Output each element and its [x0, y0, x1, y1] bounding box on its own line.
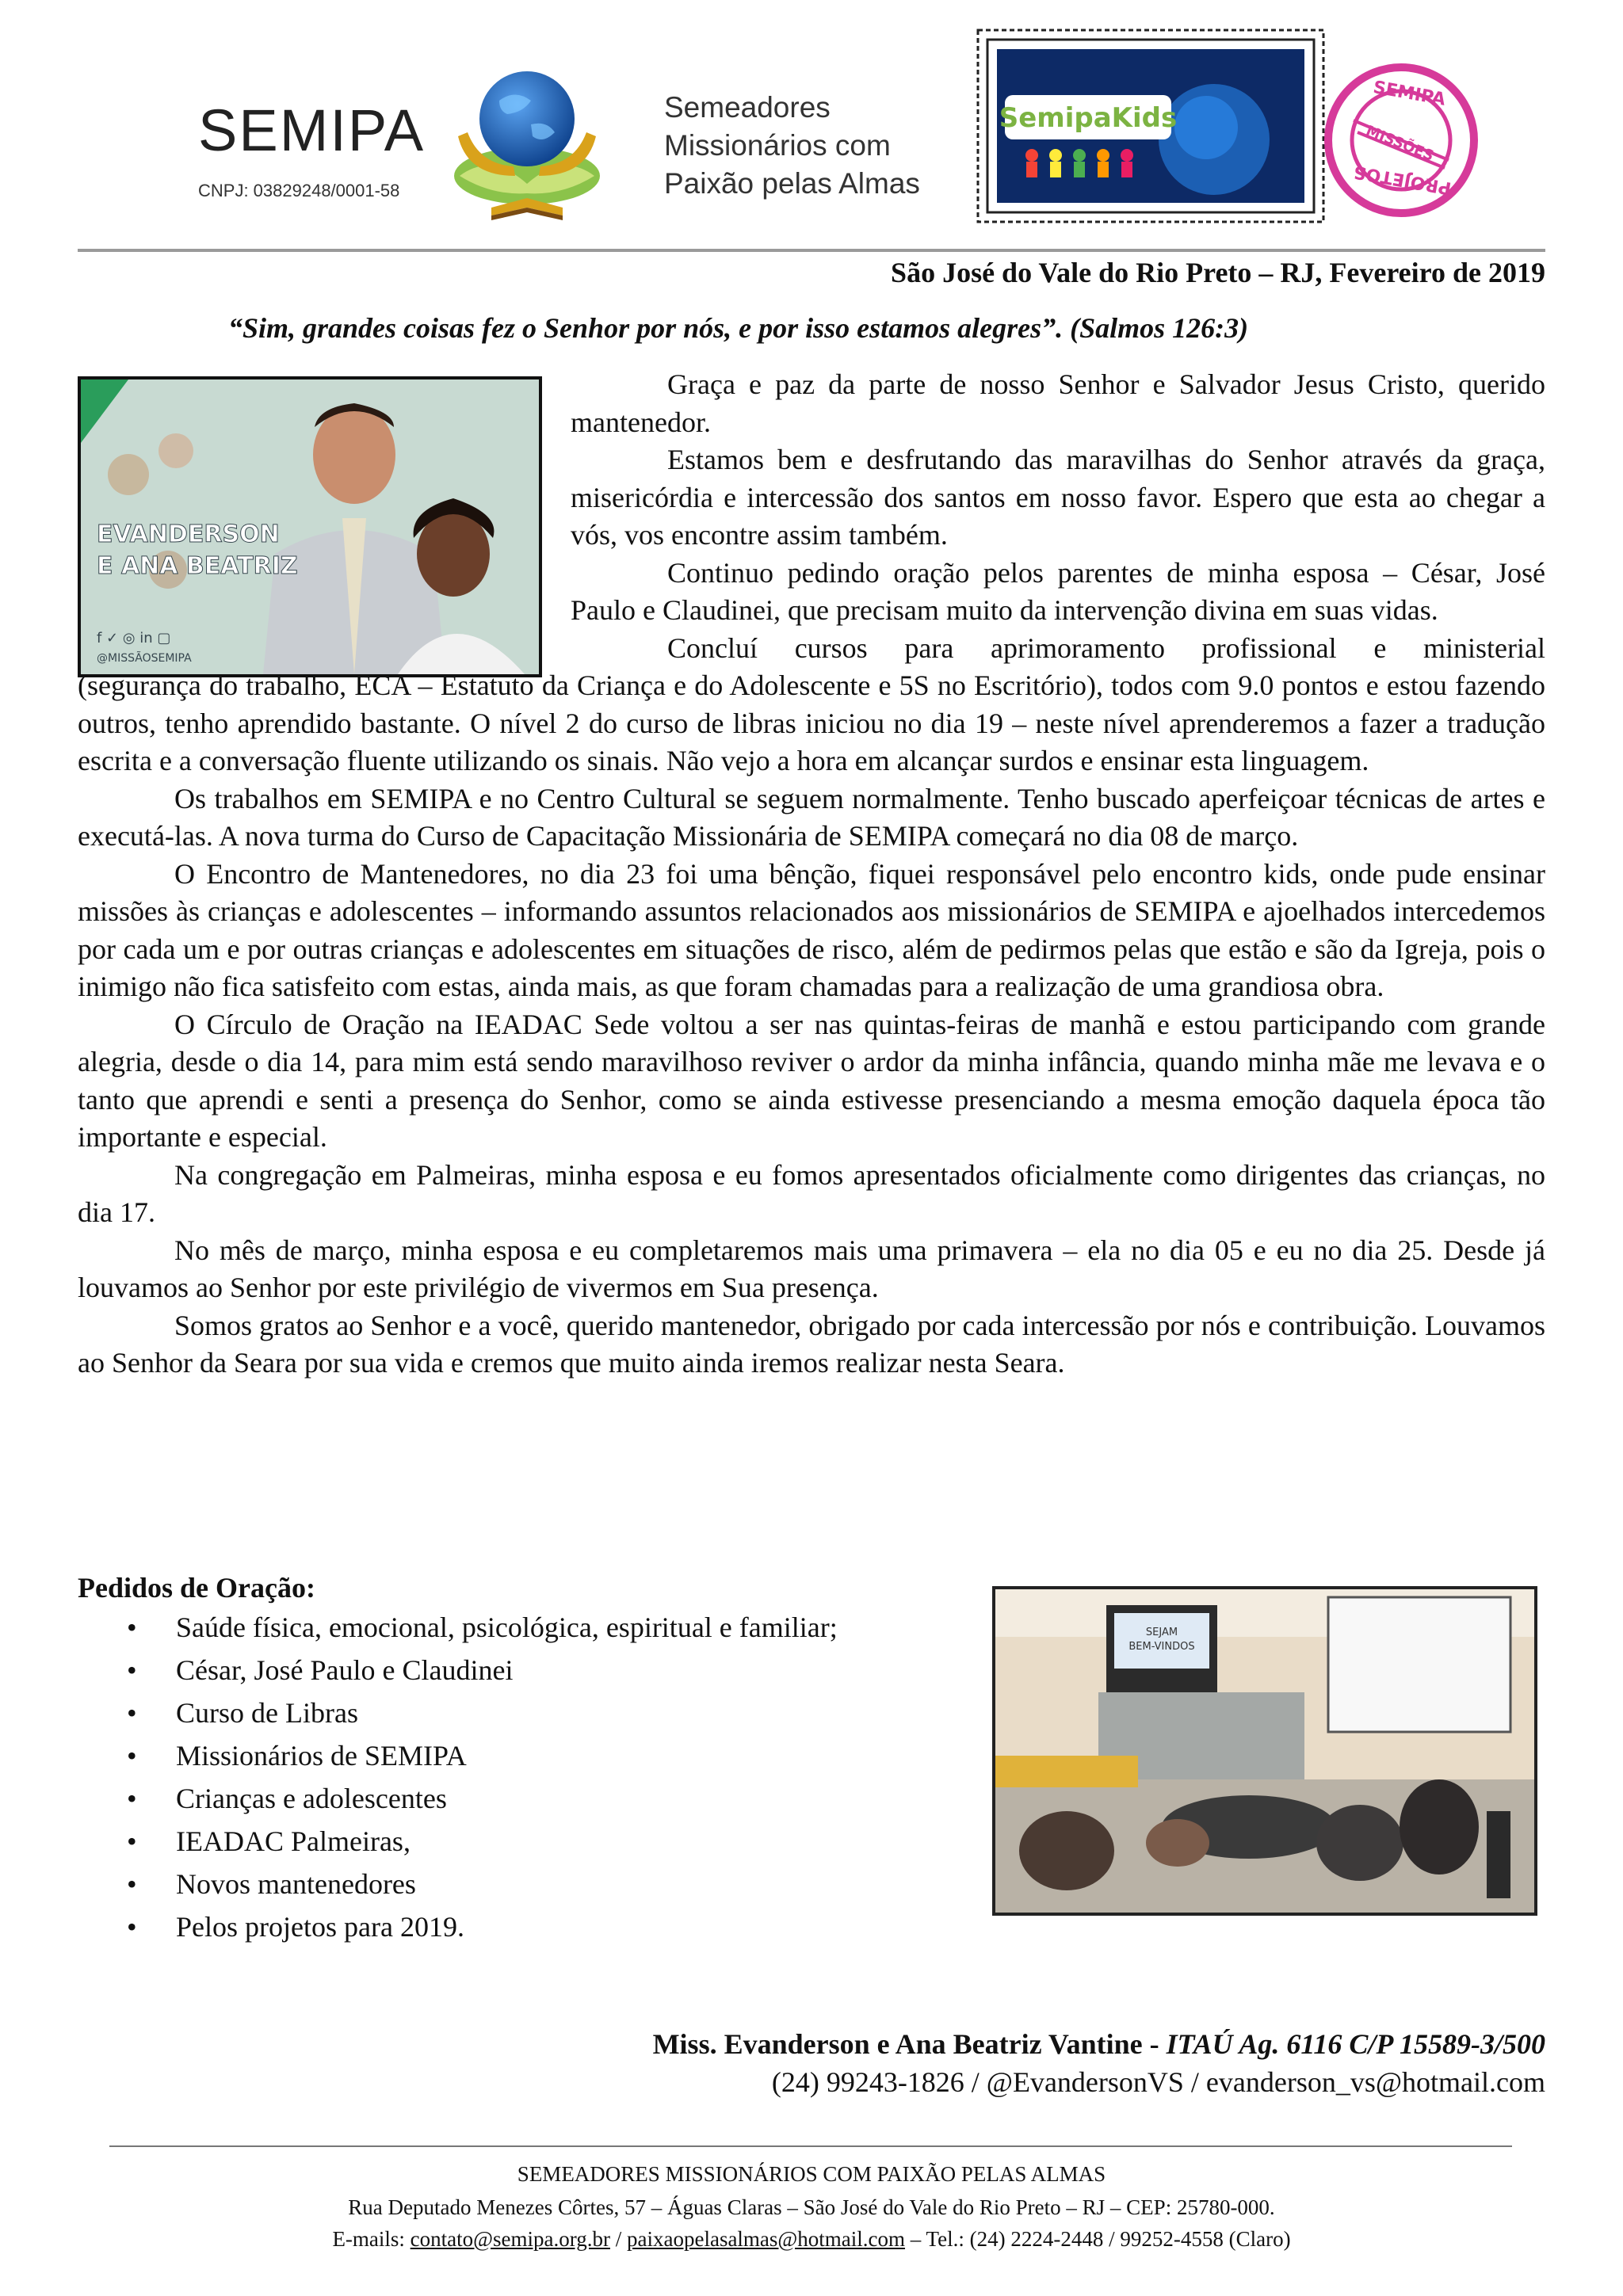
prayer-item: • Novos mantenedores — [78, 1867, 949, 1909]
photo-caption-text: EVANDERSON — [97, 521, 280, 548]
letter-paragraph: Graça e paz da parte de nosso Senhor e Salvador Jesus Cristo, querido mantenedor. — [571, 368, 1545, 438]
header-divider — [78, 249, 1545, 252]
missions-seal-icon — [1322, 57, 1480, 223]
letter-paragraph: Somos gratos ao Senhor e a você, querido mantenedor, obrigado por cada intercessão por nós e contribuição. Louvamos ao Senhor da Seara por sua vida e cremos que muito ainda iremos realizar nesta Seara. — [78, 1309, 1545, 1379]
letter-paragraph: (segurança do trabalho, ECA – Estatuto da Criança e do Adolescente e 5S no Escritório), todos com 9.0 pontos e estou fazendo outros, tenho aprendido bastante. O nível 2 do curso de libras iniciou no dia 19 – neste nível aprenderemos a fazer a tradução escrita e a conversação fluente utilizando os sinais. Não vejo a hora em alcançar surdos e ensinar esta linguagem. — [78, 669, 1545, 776]
emails-label: E-mails: — [332, 2227, 411, 2251]
svg-text:PROJETOS: PROJETOS — [1352, 161, 1453, 198]
tagline — [664, 89, 920, 203]
svg-text:MISSÕES: MISSÕES — [1363, 122, 1437, 165]
footer-divider — [109, 2145, 1512, 2147]
couple-photo-image — [81, 379, 539, 674]
prayer-requests-title: Pedidos de Oração: — [78, 1572, 315, 1604]
prayer-item: • César, José Paulo e Claudinei — [78, 1653, 949, 1695]
tagline-line: Paixão pelas Almas — [664, 167, 920, 200]
globe-hands-logo-icon — [444, 57, 610, 231]
photo-handle: @MISSÃOSEMIPA — [97, 652, 192, 665]
footer-contacts — [0, 2225, 1623, 2253]
social-icons-row: f ✓ ◎ in ▢ — [97, 630, 171, 646]
letter-paragraph: Continuo pedindo oração pelos parentes de minha esposa – César, José Paulo e Claudinei, que precisam muito da intervenção divina em suas vidas. — [571, 556, 1545, 626]
kids-logo-text: SemipaKids — [999, 102, 1178, 134]
prayer-meeting-photo — [992, 1586, 1537, 1916]
letter-paragraph: Estamos bem e desfrutando das maravilhas do Senhor através da graça, misericórdia e intercessão dos santos em nosso favor. Espero que esta ao chegar a vós, vos encontre assim também. — [571, 444, 1545, 551]
room-sign-text: BEM-VINDOS — [1128, 1641, 1195, 1653]
couple-photo — [78, 376, 542, 677]
contact-line: (24) 99243-1826 / @EvandersonVS / evanderson_vs@hotmail.com — [771, 2066, 1545, 2098]
missionary-names: Miss. Evanderson e Ana Beatriz Vantine - — [652, 2028, 1167, 2060]
semipakids-stamp — [976, 29, 1325, 223]
footer-organization: SEMEADORES MISSIONÁRIOS COM PAIXÃO PELAS ALMAS — [517, 2162, 1106, 2186]
letter-paragraph: Na congregação em Palmeiras, minha esposa e eu fomos apresentados oficialmente como dirigentes das crianças, no dia 17. — [78, 1158, 1545, 1228]
signature-line — [653, 2027, 1545, 2061]
letter-paragraph: Concluí cursos para aprimoramento profissional e ministerial — [667, 631, 1545, 664]
bible-verse: “Sim, grandes coisas fez o Senhor por nós, e por isso estamos alegres”. (Salmos 126:3) — [228, 312, 1249, 344]
prayer-requests-list — [78, 1610, 949, 1952]
prayer-item: • Missionários de SEMIPA — [78, 1738, 949, 1781]
email-link-paixao[interactable]: paixaopelasalmas@hotmail.com — [627, 2227, 906, 2251]
prayer-meeting-image — [995, 1589, 1534, 1913]
email-link-contato[interactable]: contato@semipa.org.br — [410, 2227, 610, 2251]
prayer-item: • Crianças e adolescentes — [78, 1781, 949, 1824]
letter-paragraph: O Encontro de Mantenedores, no dia 23 foi uma bênção, fiquei responsável pelo encontro kids, onde pude ensinar missões às crianças e adolescentes – informando assuntos relacionados aos missionários de SEMIPA e ajoelhados intercedemos por cada um e por outras crianças e adolescentes em situações de risco, além de pedirmos pelas que estão e são da Igreja, pois o inimigo não fica satisfeito com estas, ainda mais, as que foram chamadas para a realização de uma grandiosa obra. — [78, 857, 1545, 1002]
prayer-item: • Saúde física, emocional, psicológica, espiritual e familiar; — [78, 1610, 949, 1653]
photo-caption-text: E ANA BEATRIZ — [97, 552, 298, 580]
letter-paragraph: Os trabalhos em SEMIPA e no Centro Cultural se seguem normalmente. Tenho buscado aperfeiçoar técnicas de artes e executá-las. A nova turma do Curso de Capacitação Missionária de SEMIPA começará no dia 08 de março. — [78, 782, 1545, 852]
letter-intro — [571, 366, 1545, 667]
tagline-line: Missionários com — [664, 129, 891, 162]
letter-paragraph: No mês de março, minha esposa e eu completaremos mais uma primavera – ela no dia 05 e eu no dia 25. Desde já louvamos ao Senhor por este privilégio de vivermos em Sua presença. — [78, 1234, 1545, 1303]
cnpj-number: CNPJ: 03829248/0001-58 — [198, 181, 400, 200]
prayer-item: • Pelos projetos para 2019. — [78, 1909, 949, 1952]
footer-address: Rua Deputado Menezes Côrtes, 57 – Águas Claras – São José do Vale do Rio Preto – RJ – CEP: 25780-000. — [348, 2195, 1275, 2219]
prayer-item: • Curso de Libras — [78, 1695, 949, 1738]
footer-phones: – Tel.: (24) 2224-2448 / 99252-4558 (Claro) — [905, 2227, 1291, 2251]
prayer-item: • IEADAC Palmeiras, — [78, 1824, 949, 1867]
svg-text:SEMIPA: SEMIPA — [1371, 78, 1447, 110]
email-separator: / — [609, 2227, 627, 2251]
letter-paragraph: O Círculo de Oração na IEADAC Sede voltou a ser nas quintas-feiras de manhã e estou participando com grande alegria, desde o dia 14, para mim está sendo maravilhoso reviver o ardor da minha infância, quando minha mãe me levava e o tanto que aprendi e senti a presença do Senhor, como se ainda estivesse presenciando a mesma emoção daquela época tão importante e especial. — [78, 1008, 1545, 1153]
semipa-brand-name: SEMIPA — [198, 97, 426, 163]
tagline-line: Semeadores — [664, 91, 831, 124]
letter-body — [78, 667, 1545, 1383]
place-and-date: São José do Vale do Rio Preto – RJ, Fevereiro de 2019 — [891, 257, 1545, 288]
bank-details: ITAÚ Ag. 6116 C/P 15589-3/500 — [1166, 2028, 1545, 2060]
room-sign-text: SEJAM — [1145, 1627, 1178, 1638]
